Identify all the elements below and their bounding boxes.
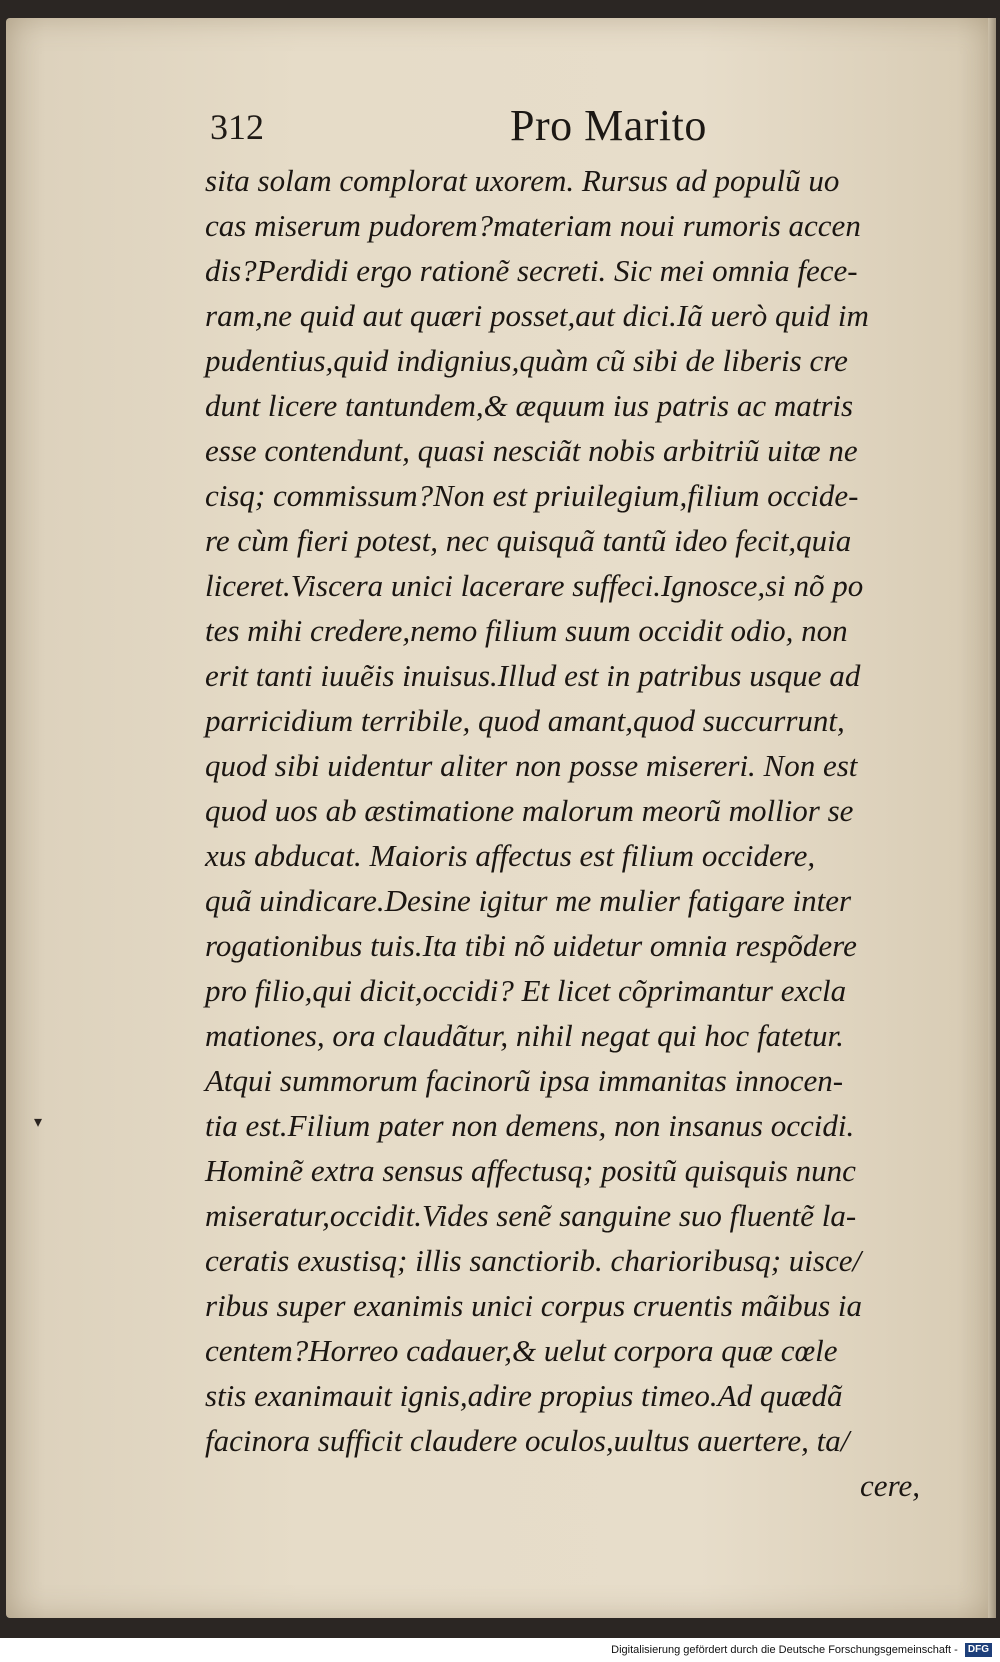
text-line: miseratur,occidit.Vides senẽ sanguine suo fluentẽ la- — [205, 1198, 857, 1233]
text-line: tia est.Filium pater non demens, non insanus occidi. — [205, 1108, 855, 1143]
text-line: centem?Horreo cadauer,& uelut corpora quæ cœle — [205, 1333, 838, 1368]
text-line: tes mihi credere,nemo filium suum occidit odio, non — [205, 613, 848, 648]
text-line: Hominẽ extra sensus affectusq; positũ quisquis nunc — [205, 1153, 856, 1188]
text-line: stis exanimauit ignis,adire propius timeo.Ad quædã — [205, 1378, 843, 1413]
text-line: ceratis exustisq; illis sanctiorib. charioribusq; uisce/ — [205, 1243, 862, 1278]
text-line: parricidium terribile, quod amant,quod succurrunt, — [205, 703, 845, 738]
text-line: rogationibus tuis.Ita tibi nõ uidetur omnia respõdere — [205, 928, 857, 963]
running-head: Pro Marito — [510, 101, 707, 150]
text-line: ram,ne quid aut quæri posset,aut dici.Iã uerò quid im — [205, 298, 869, 333]
page-edge — [988, 18, 996, 1618]
text-line: pudentius,quid indignius,quàm cũ sibi de liberis cre — [205, 343, 848, 378]
text-line: Atqui summorum facinorũ ipsa immanitas innocen- — [205, 1063, 844, 1098]
catchword: cere, — [860, 1468, 920, 1503]
body-text — [205, 158, 940, 1508]
text-line: ribus super exanimis unici corpus cruentis mãibus ia — [205, 1288, 862, 1323]
text-line: cisq; commissum?Non est priuilegium,filium occide- — [205, 478, 859, 513]
text-line: mationes, ora claudãtur, nihil negat qui hoc fatetur. — [205, 1018, 844, 1053]
text-line: liceret.Viscera unici lacerare suffeci.Ignosce,si nõ po — [205, 568, 864, 603]
text-line: quod sibi uidentur aliter non posse misereri. Non est — [205, 748, 858, 783]
text-line: dis?Perdidi ergo rationẽ secreti. Sic mei omnia fece- — [205, 253, 858, 288]
text-line: esse contendunt, quasi nesciãt nobis arbitriũ uitæ ne — [205, 433, 858, 468]
text-line: xus abducat. Maioris affectus est filium occidere, — [205, 838, 816, 873]
digitization-credit — [611, 1643, 992, 1657]
text-line: cas miserum pudorem?materiam noui rumoris accen — [205, 208, 861, 243]
text-line: sita solam complorat uxorem. Rursus ad populũ uo — [205, 163, 840, 198]
text-line: erit tanti iuuẽis inuisus.Illud est in patribus usque ad — [205, 658, 861, 693]
margin-mark-icon: ▾ — [34, 1112, 43, 1131]
page-number: 312 — [210, 107, 264, 147]
text-line: quã uindicare.Desine igitur me mulier fatigare inter — [205, 883, 852, 918]
text-line: re cùm fieri potest, nec quisquã tantũ ideo fecit,quia — [205, 523, 852, 558]
text-line: quod uos ab æstimatione malorum meorũ mollior se — [205, 793, 854, 828]
text-line: pro filio,qui dicit,occidi? Et licet cõprimantur excla — [205, 973, 847, 1008]
text-line: facinora sufficit claudere oculos,uultus auertere, ta/ — [205, 1423, 850, 1458]
credit-text: Digitalisierung gefördert durch die Deutsche Forschungsgemeinschaft - — [611, 1643, 958, 1656]
page-header — [210, 100, 730, 160]
text-line: dunt licere tantundem,& æquum ius patris ac matris — [205, 388, 854, 423]
dfg-logo: DFG — [965, 1643, 992, 1657]
